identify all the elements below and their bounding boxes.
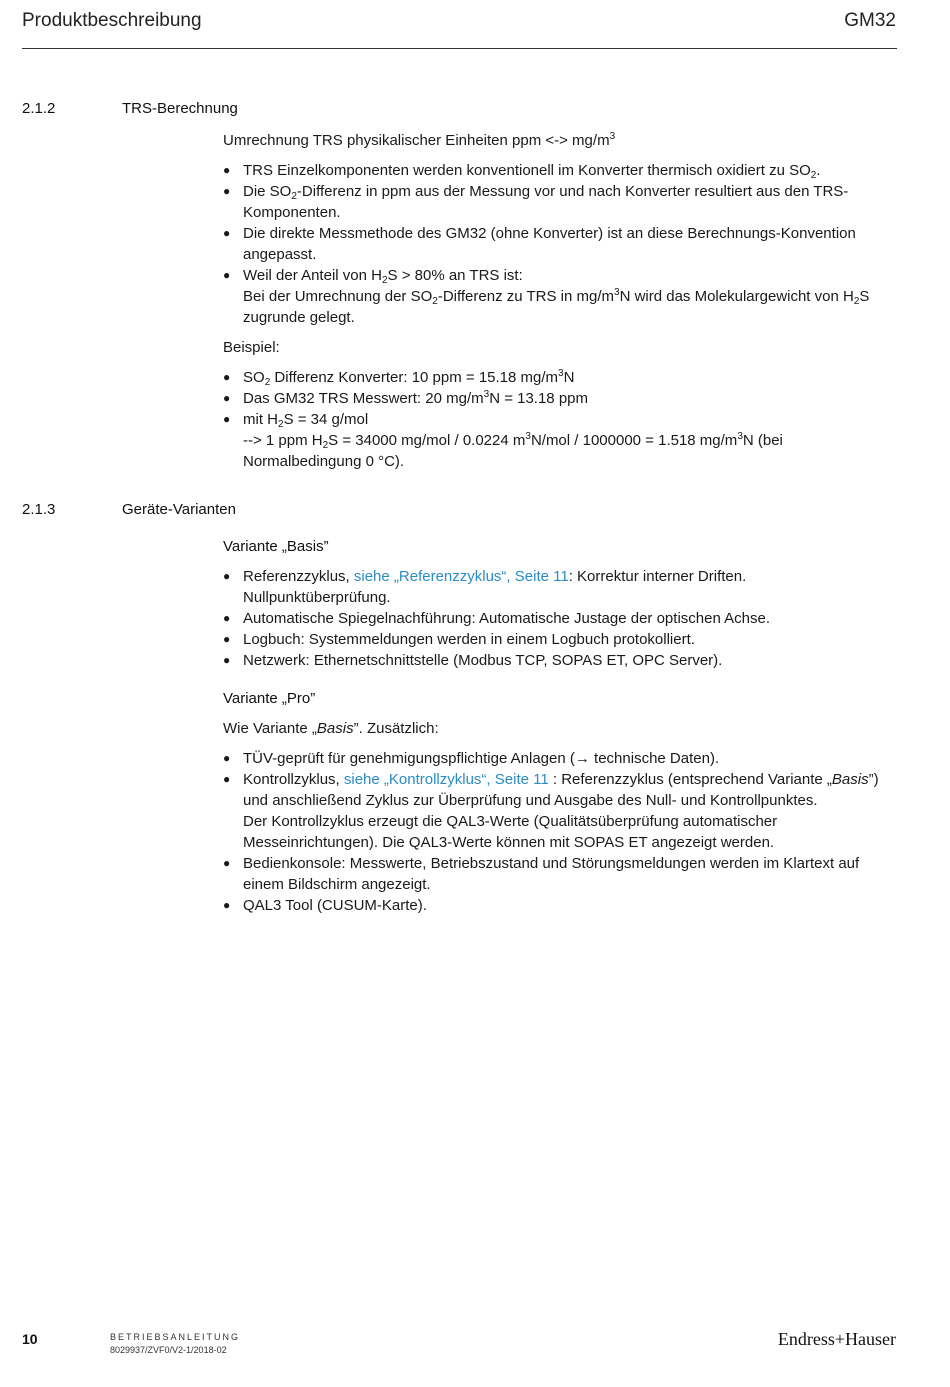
list-item: ● Automatische Spiegelnachführung: Automatische Justage der optischen Achse.	[223, 608, 896, 629]
variant-pro-intro: Wie Variante „Basis”. Zusätzlich:	[223, 720, 439, 737]
list-item: ● TRS Einzelkomponenten werden konventionell im Konverter thermisch oxidiert zu $SO_2$.	[223, 160, 896, 181]
list-item: ● TÜV-geprüft für genehmigungspflichtige Anlagen (→ technische Daten).	[223, 748, 896, 769]
list-item: ● Die direkte Messmethode des GM32 (ohne Konverter) ist an diese Berechnungs-Konvention angepasst.	[223, 223, 896, 265]
doc-code: 8029937/ZVF0/V2-1/2018-02	[110, 1345, 227, 1355]
section-number-2-1-2: 2.1.2	[22, 100, 56, 117]
section-title-trs: TRS-Berechnung	[122, 100, 238, 117]
list-item: ● mit $H_2S = 34$ g/mol --> 1 ppm $H_2S = 34000$ mg/mol / 0.0224 $m^3N$/mol / 1000000 = 1.518 $mg/m^3N$ (bei Normalbedingung 0 °C).	[223, 409, 896, 472]
list-item: ● QAL3 Tool (CUSUM-Karte).	[223, 895, 896, 916]
section-body-trs	[223, 130, 896, 472]
list-item: ● Referenzzyklus, siehe „Referenzzyklus“, Seite 11: Korrektur interner Driften. Nullpunktüberprüfung.	[223, 566, 896, 608]
variant-basis-heading: Variante „Basis”	[223, 538, 329, 555]
link-kontrollzyklus[interactable]: siehe „Kontrollzyklus“, Seite 11	[343, 771, 549, 788]
list-item: ● $SO_2$ Differenz Konverter: 10 ppm = 15.18 $mg/m^3N$	[223, 367, 896, 388]
trs-intro: Umrechnung TRS physikalischer Einheiten ppm <-> $mg/m^3$	[223, 131, 616, 149]
section-number-2-1-3: 2.1.3	[22, 501, 56, 518]
section-body-variants	[223, 536, 896, 916]
list-item: ● Weil der Anteil von $H_2S > 80\%$ an TRS ist: Bei der Umrechnung der $SO_2$-Differenz zu TRS in $mg/m^3N$ wird das Molekulargewicht von $H_2S$ zugrunde gelegt.	[223, 265, 896, 328]
header-chapter: Produktbeschreibung	[22, 10, 202, 31]
list-item: ● Bedienkonsole: Messwerte, Betriebszustand und Störungsmeldungen werden im Klartext auf einem Bildschirm angezeigt.	[223, 853, 896, 895]
page-number: 10	[22, 1331, 38, 1347]
pro-bullet-list	[223, 748, 896, 916]
header-product: GM32	[844, 10, 896, 31]
list-item: ● Die $SO_2$-Differenz in ppm aus der Messung vor und nach Konverter resultiert aus den TRS-Komponenten.	[223, 181, 896, 223]
example-list	[223, 367, 896, 472]
list-item: ● Das GM32 TRS Messwert: 20 $mg/m^3N = 13.18$ ppm	[223, 388, 896, 409]
section-title-variants: Geräte-Varianten	[122, 501, 236, 518]
list-item: ● Kontrollzyklus, siehe „Kontrollzyklus“, Seite 11 : Referenzzyklus (entsprechend Variante „Basis”) und anschließend Zyklus zur Überprüfung und Ausgabe des Null- und Kontrollpunktes. Der Kontrollzyklus erzeugt die QAL3-Werte (Qualitätsüberprüfung automatischer Messeinrichtungen). Die QAL3-Werte können mit SOPAS ET angezeigt werden.	[223, 769, 896, 853]
brand-logo: Endress+Hauser	[777, 1329, 896, 1349]
basis-bullet-list	[223, 566, 896, 671]
list-item: ● Netzwerk: Ethernetschnittstelle (Modbus TCP, SOPAS ET, OPC Server).	[223, 650, 896, 671]
list-item: ● Logbuch: Systemmeldungen werden in einem Logbuch protokolliert.	[223, 629, 896, 650]
variant-pro-heading: Variante „Pro”	[223, 690, 316, 707]
trs-bullet-list	[223, 160, 896, 328]
link-referenzzyklus[interactable]: siehe „Referenzzyklus“, Seite 11	[353, 568, 569, 585]
example-label: Beispiel:	[223, 339, 280, 356]
doc-type: BETRIEBSANLEITUNG	[110, 1332, 241, 1342]
arrow-icon: →	[574, 750, 590, 767]
header-rule	[22, 48, 897, 49]
